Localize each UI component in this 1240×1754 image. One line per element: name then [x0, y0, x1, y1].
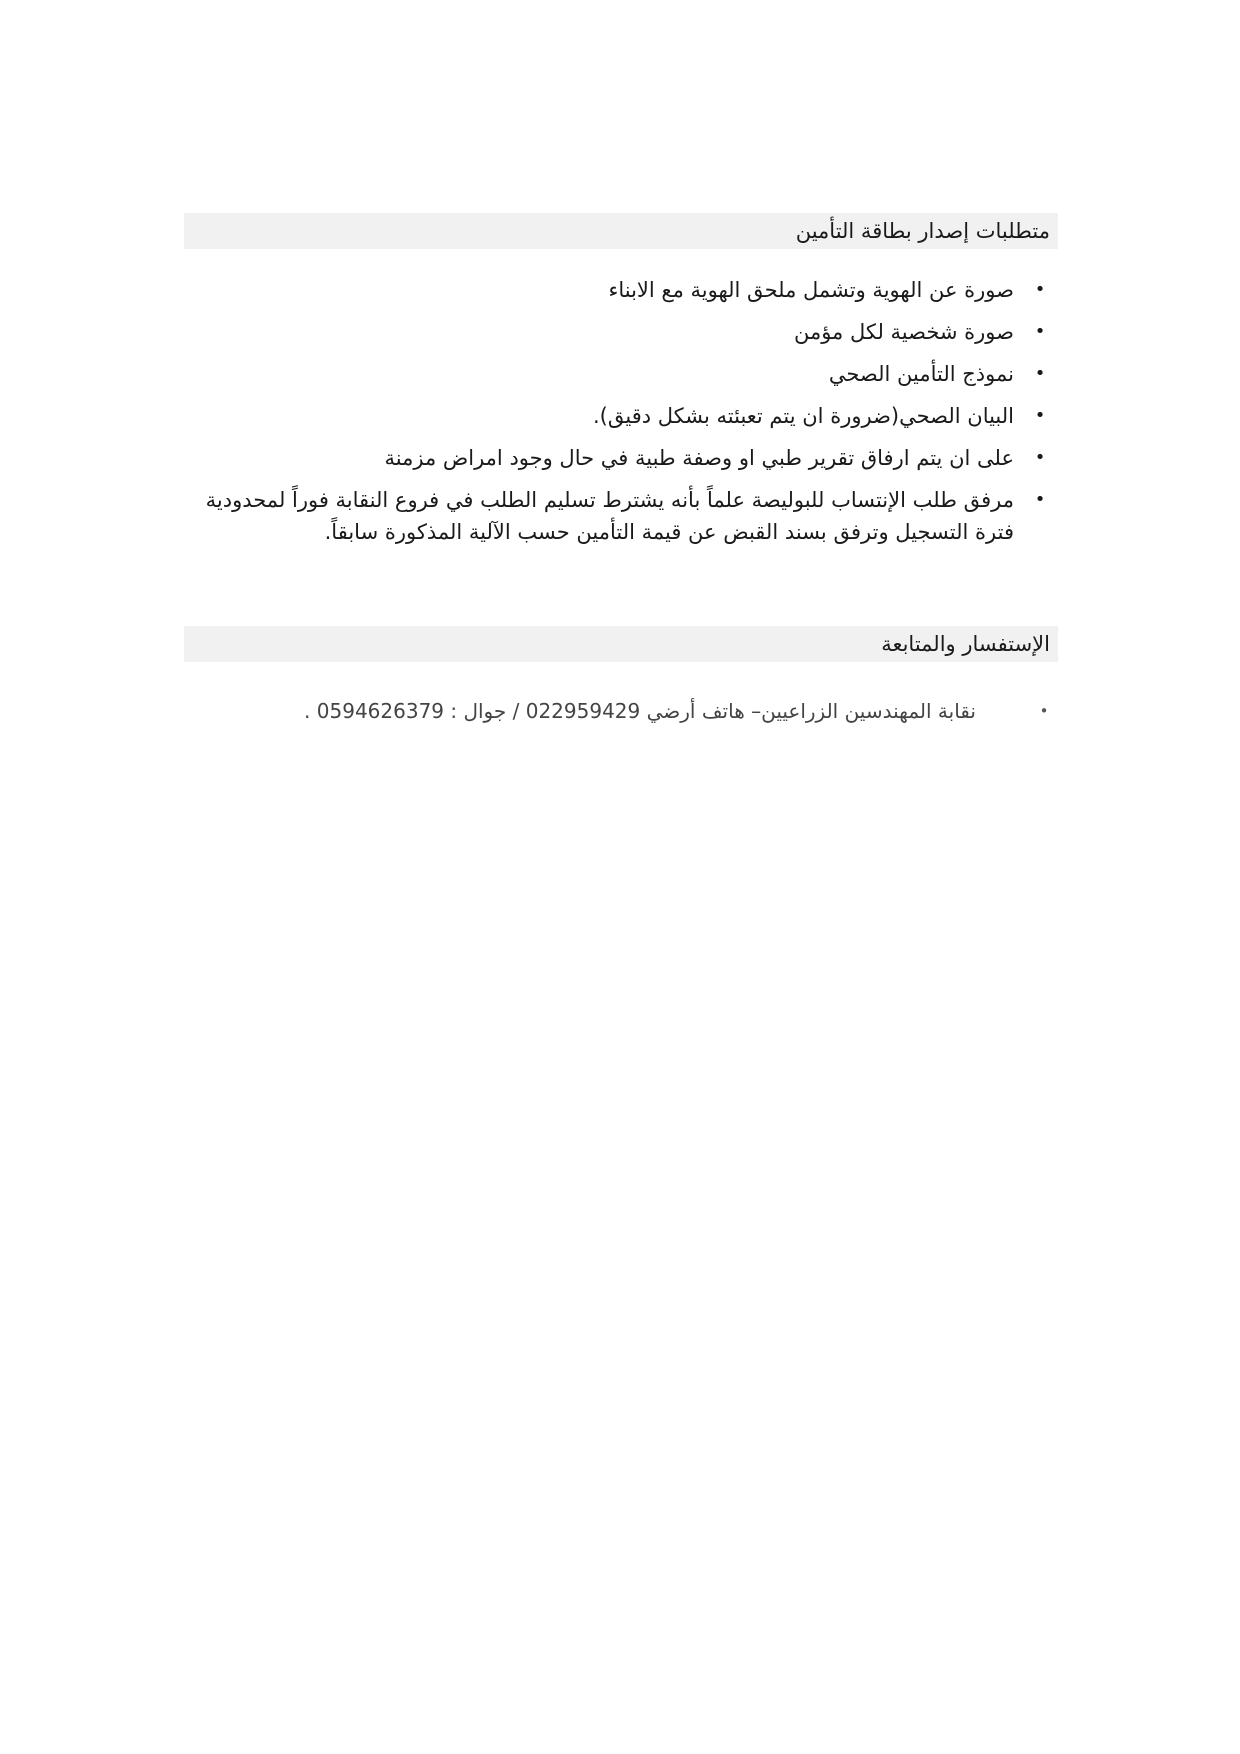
- bullet-icon: •: [1034, 489, 1046, 510]
- list-item-text: صورة شخصية لكل مؤمن: [793, 320, 1014, 344]
- contact-item: [184, 695, 1058, 727]
- list-item-text: نموذج التأمين الصحي: [828, 362, 1014, 386]
- contact-text: نقابة المهندسين الزراعيين– هاتف أرضي 022959429 / جوال : 0594626379 .: [304, 699, 976, 723]
- list-item-text: على ان يتم ارفاق تقرير طبي او وصفة طبية في حال وجود امراض مزمنة: [384, 446, 1014, 470]
- bullet-icon: •: [1034, 363, 1046, 384]
- list-item-text: مرفق طلب الإنتساب للبوليصة علماً بأنه يشترط تسليم الطلب في فروع النقابة فوراً لمحدودية فترة التسجيل وترفق بسند القبض عن قيمة التأمين حسب الآلية المذكورة سابقاً.: [205, 488, 1014, 544]
- list-item: [184, 484, 1058, 548]
- list-item: [184, 274, 1058, 306]
- bullet-icon: •: [1034, 405, 1046, 426]
- list-item-text: صورة عن الهوية وتشمل ملحق الهوية مع الابناء: [608, 278, 1014, 302]
- list-item: [184, 316, 1058, 348]
- list-item: [184, 442, 1058, 474]
- requirements-section-title: متطلبات إصدار بطاقة التأمين: [184, 213, 1058, 249]
- followup-section-title: الإستفسار والمتابعة: [184, 626, 1058, 662]
- bullet-icon: •: [1034, 279, 1046, 300]
- list-item-text: البيان الصحي(ضرورة ان يتم تعبئته بشكل دقيق).: [592, 404, 1014, 428]
- requirements-list: [184, 274, 1058, 558]
- contact-list: [184, 695, 1058, 727]
- bullet-icon: •: [1034, 321, 1046, 342]
- bullet-icon: •: [1039, 702, 1049, 720]
- list-item: [184, 358, 1058, 390]
- bullet-icon: •: [1034, 447, 1046, 468]
- list-item: [184, 400, 1058, 432]
